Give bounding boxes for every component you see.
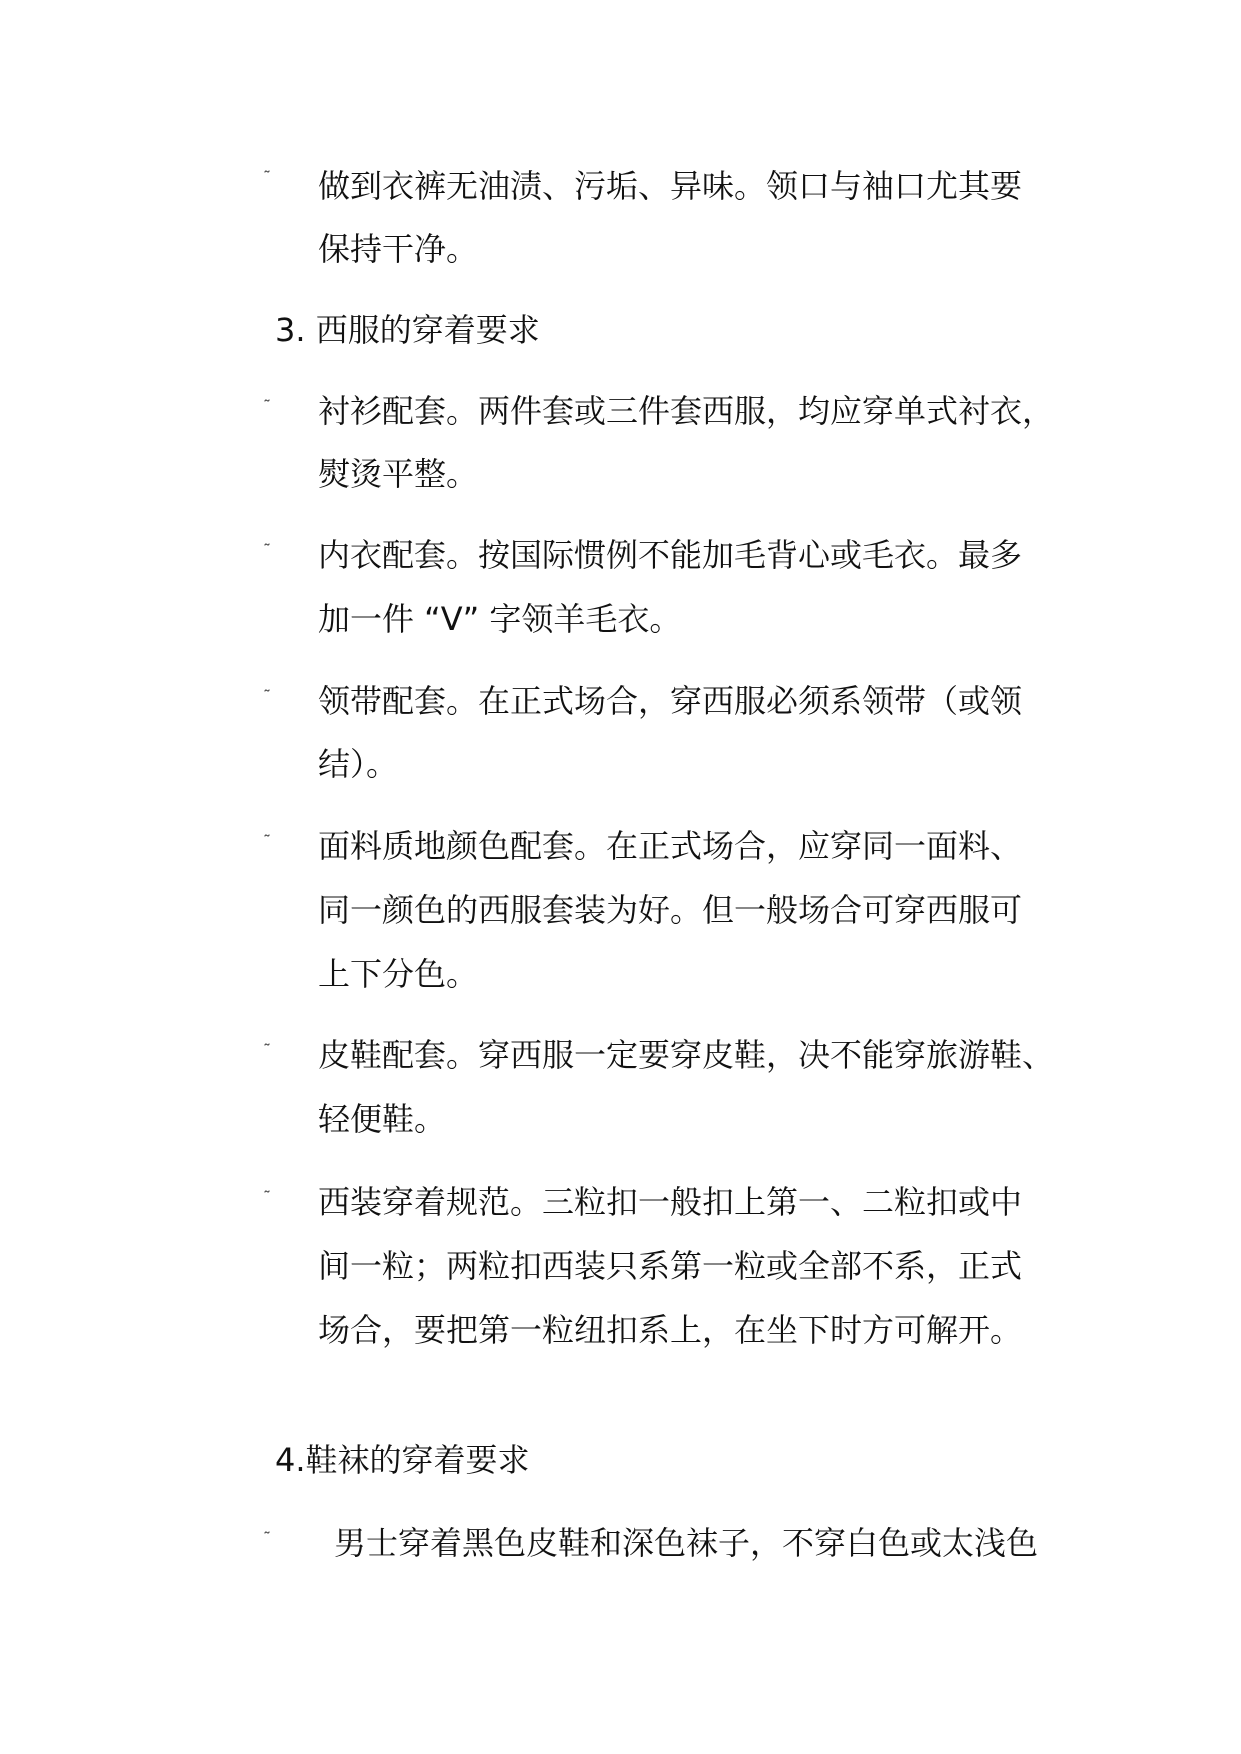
item7-line1: 西装穿着规范。三粒扣一般扣上第一、二粒扣或中 — [318, 1183, 1023, 1221]
item7-line2: 间一粒；两粒扣西装只系第一粒或全部不系，正式 — [318, 1247, 1023, 1285]
item2-line1: 衬衫配套。两件套或三件套西服，均应穿单式衬衣， — [318, 392, 1055, 430]
item4-line2: 结）。 — [318, 745, 399, 783]
item2-line2: 熨烫平整。 — [318, 455, 479, 493]
bullet-marker: ˜ — [263, 1041, 271, 1060]
item8-line1: 男士穿着黑色皮鞋和深色袜子，不穿白色或太浅色 — [334, 1524, 1039, 1562]
bullet-marker: ˜ — [263, 1188, 271, 1207]
bullet-marker: ˜ — [263, 832, 271, 851]
item7-line3: 场合，要把第一粒纽扣系上，在坐下时方可解开。 — [318, 1311, 1023, 1349]
item5-line2: 同一颜色的西服套装为好。但一般场合可穿西服可 — [318, 891, 1023, 929]
section-heading-4: 4.鞋袜的穿着要求 — [275, 1441, 530, 1479]
item5-line3: 上下分色。 — [318, 955, 479, 993]
bullet-marker: ˜ — [263, 687, 271, 706]
item6-line2: 轻便鞋。 — [318, 1100, 447, 1138]
bullet-marker: ˜ — [263, 397, 271, 416]
item6-line1: 皮鞋配套。穿西服一定要穿皮鞋，决不能穿旅游鞋、 — [318, 1036, 1055, 1074]
section-heading-3: 3. 西服的穿着要求 — [275, 311, 540, 349]
bullet-marker: ˜ — [263, 541, 271, 560]
bullet-marker: ˜ — [263, 1529, 271, 1548]
item1-line1: 做到衣裤无油渍、污垢、异味。领口与袖口尤其要 — [318, 167, 1023, 205]
bullet-marker: ˜ — [263, 168, 271, 187]
item1-line2: 保持干净。 — [318, 230, 479, 268]
item5-line1: 面料质地颜色配套。在正式场合，应穿同一面料、 — [318, 827, 1023, 865]
item3-line1: 内衣配套。按国际惯例不能加毛背心或毛衣。最多 — [318, 536, 1023, 574]
item3-line2: 加一件 “V” 字领羊毛衣。 — [318, 600, 682, 638]
item4-line1: 领带配套。在正式场合，穿西服必须系领带（或领 — [318, 682, 1023, 720]
